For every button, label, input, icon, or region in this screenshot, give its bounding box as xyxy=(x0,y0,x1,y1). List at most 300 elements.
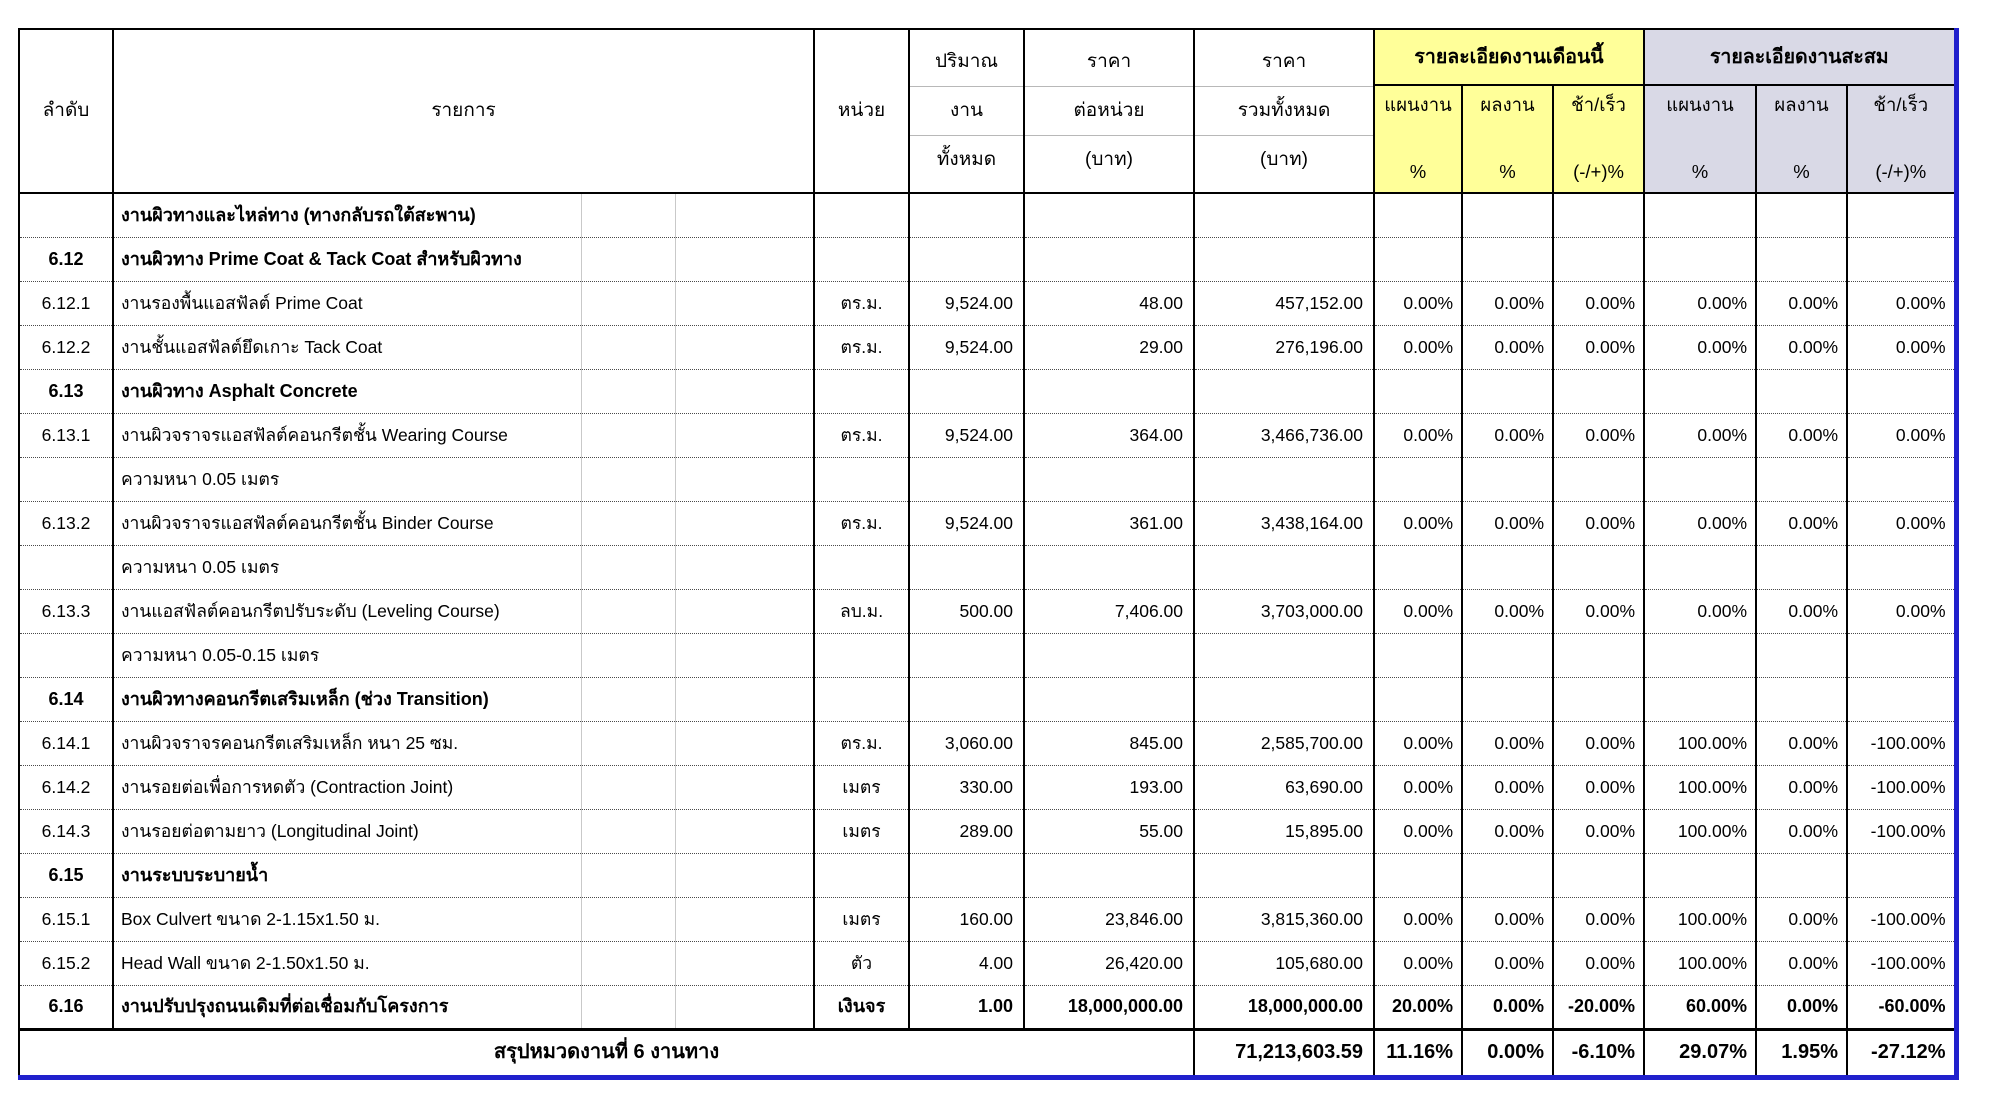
summary-month-diff: -6.10% xyxy=(1553,1029,1644,1077)
row-unit-cell: ตร.ม. xyxy=(814,413,909,457)
row-total-cell: 105,680.00 xyxy=(1194,941,1374,985)
row-cum-diff-cell xyxy=(1847,853,1956,897)
table-body xyxy=(19,193,1956,1029)
row-spacer-cell xyxy=(581,809,675,853)
row-spacer-cell xyxy=(581,677,675,721)
row-month-diff-cell: 0.00% xyxy=(1553,941,1644,985)
row-cum-plan-cell xyxy=(1644,237,1756,281)
row-cum-actual-cell xyxy=(1756,677,1847,721)
row-month-plan-cell: 0.00% xyxy=(1374,281,1462,325)
row-unit-cell: ตร.ม. xyxy=(814,501,909,545)
row-no-cell: 6.13.3 xyxy=(19,589,113,633)
col-header-month-diff xyxy=(1553,85,1644,193)
table-row xyxy=(19,677,1956,721)
row-unit-cell xyxy=(814,457,909,501)
row-month-plan-cell: 0.00% xyxy=(1374,501,1462,545)
row-month-plan-cell xyxy=(1374,853,1462,897)
row-cum-plan-cell: 60.00% xyxy=(1644,985,1756,1029)
row-spacer-cell xyxy=(581,853,675,897)
row-cum-plan-cell xyxy=(1644,677,1756,721)
row-cum-actual-cell xyxy=(1756,853,1847,897)
row-total-cell: 63,690.00 xyxy=(1194,765,1374,809)
row-spacer-cell xyxy=(675,941,814,985)
row-qty-cell xyxy=(909,193,1024,237)
row-spacer-cell xyxy=(581,193,675,237)
row-qty-cell xyxy=(909,853,1024,897)
row-spacer-cell xyxy=(581,897,675,941)
qty-line-3: ทั้งหมด xyxy=(910,135,1023,184)
row-cum-actual-cell: 0.00% xyxy=(1756,325,1847,369)
col-header-month-plan xyxy=(1374,85,1462,193)
month-plan-unit: % xyxy=(1409,160,1427,182)
total-price-line-1: ราคา xyxy=(1261,51,1307,73)
table-row xyxy=(19,369,1956,413)
row-spacer-cell xyxy=(581,545,675,589)
row-no-cell: 6.14.2 xyxy=(19,765,113,809)
row-cum-actual-cell xyxy=(1756,237,1847,281)
cum-plan-unit: % xyxy=(1691,160,1709,182)
row-spacer-cell xyxy=(675,721,814,765)
row-month-actual-cell: 0.00% xyxy=(1462,589,1553,633)
row-month-diff-cell xyxy=(1553,237,1644,281)
row-cum-diff-cell xyxy=(1847,237,1956,281)
row-spacer-cell xyxy=(581,633,675,677)
row-qty-cell: 160.00 xyxy=(909,897,1024,941)
row-unit-price-cell: 18,000,000.00 xyxy=(1024,985,1194,1029)
row-unit-cell xyxy=(814,237,909,281)
row-unit-price-cell: 23,846.00 xyxy=(1024,897,1194,941)
table-row xyxy=(19,589,1956,633)
row-month-plan-cell: 20.00% xyxy=(1374,985,1462,1029)
row-cum-diff-cell xyxy=(1847,545,1956,589)
row-month-plan-cell xyxy=(1374,677,1462,721)
cum-diff-label: ช้า/เร็ว xyxy=(1873,94,1929,115)
row-month-actual-cell xyxy=(1462,633,1553,677)
row-no-cell: 6.12 xyxy=(19,237,113,281)
row-cum-diff-cell: 0.00% xyxy=(1847,413,1956,457)
row-unit-price-cell xyxy=(1024,853,1194,897)
row-month-plan-cell: 0.00% xyxy=(1374,589,1462,633)
col-header-unit-price xyxy=(1024,29,1194,193)
col-header-total-price xyxy=(1194,29,1374,193)
col-header-cum-plan xyxy=(1644,85,1756,193)
row-no-cell: 6.13.1 xyxy=(19,413,113,457)
row-month-diff-cell xyxy=(1553,545,1644,589)
row-month-actual-cell xyxy=(1462,545,1553,589)
row-month-plan-cell: 0.00% xyxy=(1374,809,1462,853)
row-month-plan-cell xyxy=(1374,633,1462,677)
row-month-diff-cell: 0.00% xyxy=(1553,809,1644,853)
row-cum-actual-cell: 0.00% xyxy=(1756,809,1847,853)
row-cum-plan-cell xyxy=(1644,545,1756,589)
row-total-cell xyxy=(1194,633,1374,677)
row-unit-cell: ตร.ม. xyxy=(814,281,909,325)
table-row xyxy=(19,545,1956,589)
row-cum-plan-cell: 0.00% xyxy=(1644,501,1756,545)
month-group-header: รายละเอียดงานเดือนนี้ xyxy=(1374,29,1644,85)
row-no-cell: 6.12.2 xyxy=(19,325,113,369)
row-month-diff-cell xyxy=(1553,457,1644,501)
row-spacer-cell xyxy=(675,501,814,545)
row-total-cell xyxy=(1194,369,1374,413)
row-month-diff-cell: 0.00% xyxy=(1553,325,1644,369)
row-cum-diff-cell xyxy=(1847,457,1956,501)
row-no-cell: 6.14.1 xyxy=(19,721,113,765)
col-header-cum-diff xyxy=(1847,85,1956,193)
table-row xyxy=(19,501,1956,545)
row-unit-price-cell: 7,406.00 xyxy=(1024,589,1194,633)
row-month-diff-cell: 0.00% xyxy=(1553,413,1644,457)
row-cum-plan-cell: 0.00% xyxy=(1644,589,1756,633)
row-cum-diff-cell: -100.00% xyxy=(1847,809,1956,853)
row-unit-price-cell: 193.00 xyxy=(1024,765,1194,809)
row-unit-price-cell: 845.00 xyxy=(1024,721,1194,765)
table-row xyxy=(19,941,1956,985)
cum-plan-label: แผนงาน xyxy=(1666,94,1734,115)
row-cum-diff-cell: 0.00% xyxy=(1847,501,1956,545)
row-desc-cell: Box Culvert ขนาด 2-1.15x1.50 ม. xyxy=(113,897,581,941)
row-cum-diff-cell xyxy=(1847,677,1956,721)
summary-month-actual: 0.00% xyxy=(1462,1029,1553,1077)
row-qty-cell xyxy=(909,369,1024,413)
row-spacer-cell xyxy=(675,545,814,589)
row-month-plan-cell: 0.00% xyxy=(1374,721,1462,765)
row-desc-cell: งานผิวจราจรแอสฟัลต์คอนกรีตชั้น Binder Course xyxy=(113,501,581,545)
row-cum-actual-cell: 0.00% xyxy=(1756,413,1847,457)
table-row xyxy=(19,721,1956,765)
row-spacer-cell xyxy=(581,985,675,1029)
row-qty-cell xyxy=(909,633,1024,677)
row-qty-cell: 1.00 xyxy=(909,985,1024,1029)
row-unit-cell: ลบ.ม. xyxy=(814,589,909,633)
row-cum-actual-cell: 0.00% xyxy=(1756,281,1847,325)
row-cum-actual-cell: 0.00% xyxy=(1756,985,1847,1029)
row-month-diff-cell: 0.00% xyxy=(1553,501,1644,545)
row-desc-cell: ความหนา 0.05-0.15 เมตร xyxy=(113,633,581,677)
row-total-cell xyxy=(1194,237,1374,281)
row-spacer-cell xyxy=(581,589,675,633)
table-row xyxy=(19,633,1956,677)
row-unit-price-cell: 364.00 xyxy=(1024,413,1194,457)
row-total-cell xyxy=(1194,193,1374,237)
row-cum-diff-cell: 0.00% xyxy=(1847,281,1956,325)
row-month-diff-cell xyxy=(1553,633,1644,677)
row-unit-price-cell: 48.00 xyxy=(1024,281,1194,325)
row-qty-cell: 3,060.00 xyxy=(909,721,1024,765)
row-unit-cell: เงินจร xyxy=(814,985,909,1029)
row-cum-plan-cell xyxy=(1644,457,1756,501)
row-month-actual-cell: 0.00% xyxy=(1462,501,1553,545)
table-row xyxy=(19,897,1956,941)
row-spacer-cell xyxy=(675,369,814,413)
table-row xyxy=(19,985,1956,1029)
row-unit-price-cell xyxy=(1024,369,1194,413)
row-cum-plan-cell: 100.00% xyxy=(1644,721,1756,765)
summary-total: 71,213,603.59 xyxy=(1194,1029,1374,1077)
row-month-actual-cell xyxy=(1462,853,1553,897)
row-qty-cell xyxy=(909,545,1024,589)
row-qty-cell xyxy=(909,677,1024,721)
row-desc-cell: งานระบบระบายน้ำ xyxy=(113,853,581,897)
row-month-diff-cell xyxy=(1553,853,1644,897)
month-plan-label: แผนงาน xyxy=(1384,94,1452,115)
unit-price-line-1: ราคา xyxy=(1086,51,1132,73)
row-month-diff-cell: 0.00% xyxy=(1553,897,1644,941)
table-row xyxy=(19,325,1956,369)
col-header-item: รายการ xyxy=(113,29,814,193)
row-no-cell xyxy=(19,633,113,677)
table-row xyxy=(19,853,1956,897)
col-header-month-actual xyxy=(1462,85,1553,193)
row-month-plan-cell xyxy=(1374,237,1462,281)
row-total-cell xyxy=(1194,853,1374,897)
row-no-cell xyxy=(19,545,113,589)
row-spacer-cell xyxy=(675,677,814,721)
row-month-actual-cell: 0.00% xyxy=(1462,765,1553,809)
row-month-diff-cell: 0.00% xyxy=(1553,281,1644,325)
summary-cum-plan: 29.07% xyxy=(1644,1029,1756,1077)
cum-actual-unit: % xyxy=(1793,160,1810,182)
row-cum-diff-cell xyxy=(1847,369,1956,413)
row-spacer-cell xyxy=(581,457,675,501)
unit-price-line-3: (บาท) xyxy=(1025,135,1193,184)
row-spacer-cell xyxy=(581,941,675,985)
row-spacer-cell xyxy=(675,237,814,281)
col-header-no: ลำดับ xyxy=(19,29,113,193)
row-desc-cell: งานผิวทางและไหล่ทาง (ทางกลับรถใต้สะพาน) xyxy=(113,193,581,237)
row-desc-cell: งานผิวทาง Asphalt Concrete xyxy=(113,369,581,413)
row-cum-diff-cell xyxy=(1847,633,1956,677)
row-desc-cell: งานปรับปรุงถนนเดิมที่ต่อเชื่อมกับโครงการ xyxy=(113,985,581,1029)
row-month-actual-cell xyxy=(1462,369,1553,413)
row-cum-actual-cell xyxy=(1756,545,1847,589)
row-qty-cell: 9,524.00 xyxy=(909,281,1024,325)
row-spacer-cell xyxy=(675,985,814,1029)
row-desc-cell: งานผิวทาง Prime Coat & Tack Coat สำหรับผิวทาง xyxy=(113,237,581,281)
table-row xyxy=(19,413,1956,457)
row-cum-actual-cell xyxy=(1756,369,1847,413)
row-qty-cell: 9,524.00 xyxy=(909,325,1024,369)
row-month-plan-cell xyxy=(1374,193,1462,237)
row-no-cell xyxy=(19,457,113,501)
row-unit-cell xyxy=(814,853,909,897)
row-no-cell: 6.15.2 xyxy=(19,941,113,985)
row-no-cell: 6.16 xyxy=(19,985,113,1029)
row-unit-cell: ตร.ม. xyxy=(814,721,909,765)
row-cum-diff-cell: -100.00% xyxy=(1847,941,1956,985)
row-desc-cell: งานรอยต่อตามยาว (Longitudinal Joint) xyxy=(113,809,581,853)
row-month-plan-cell: 0.00% xyxy=(1374,413,1462,457)
row-unit-price-cell xyxy=(1024,677,1194,721)
row-unit-price-cell: 26,420.00 xyxy=(1024,941,1194,985)
row-cum-actual-cell: 0.00% xyxy=(1756,897,1847,941)
row-spacer-cell xyxy=(675,457,814,501)
cumulative-group-header: รายละเอียดงานสะสม xyxy=(1644,29,1956,85)
month-diff-unit: (-/+)% xyxy=(1573,160,1624,182)
row-cum-actual-cell xyxy=(1756,457,1847,501)
row-spacer-cell xyxy=(675,765,814,809)
row-total-cell: 3,438,164.00 xyxy=(1194,501,1374,545)
row-unit-cell: ตร.ม. xyxy=(814,325,909,369)
row-cum-plan-cell: 0.00% xyxy=(1644,413,1756,457)
row-month-diff-cell: 0.00% xyxy=(1553,589,1644,633)
row-spacer-cell xyxy=(581,501,675,545)
row-month-actual-cell xyxy=(1462,677,1553,721)
row-unit-cell xyxy=(814,193,909,237)
row-spacer-cell xyxy=(675,281,814,325)
row-cum-actual-cell xyxy=(1756,633,1847,677)
row-month-plan-cell: 0.00% xyxy=(1374,765,1462,809)
row-unit-cell xyxy=(814,633,909,677)
row-spacer-cell xyxy=(675,193,814,237)
row-month-diff-cell xyxy=(1553,369,1644,413)
row-cum-plan-cell xyxy=(1644,193,1756,237)
qty-line-2: งาน xyxy=(910,86,1023,135)
row-cum-diff-cell: -100.00% xyxy=(1847,897,1956,941)
row-unit-price-cell: 361.00 xyxy=(1024,501,1194,545)
row-month-plan-cell: 0.00% xyxy=(1374,325,1462,369)
row-no-cell: 6.13.2 xyxy=(19,501,113,545)
row-cum-diff-cell: -100.00% xyxy=(1847,721,1956,765)
row-unit-cell xyxy=(814,545,909,589)
row-spacer-cell xyxy=(581,413,675,457)
row-month-plan-cell: 0.00% xyxy=(1374,897,1462,941)
row-no-cell xyxy=(19,193,113,237)
row-unit-price-cell xyxy=(1024,193,1194,237)
row-cum-diff-cell xyxy=(1847,193,1956,237)
row-total-cell: 18,000,000.00 xyxy=(1194,985,1374,1029)
row-qty-cell: 9,524.00 xyxy=(909,501,1024,545)
col-header-cum-actual xyxy=(1756,85,1847,193)
row-cum-plan-cell xyxy=(1644,853,1756,897)
row-cum-plan-cell: 0.00% xyxy=(1644,325,1756,369)
row-month-plan-cell xyxy=(1374,545,1462,589)
row-cum-actual-cell xyxy=(1756,193,1847,237)
col-header-unit: หน่วย xyxy=(814,29,909,193)
row-spacer-cell xyxy=(581,281,675,325)
row-desc-cell: งานผิวทางคอนกรีตเสริมเหล็ก (ช่วง Transition) xyxy=(113,677,581,721)
header-row-groups xyxy=(19,29,1956,85)
row-spacer-cell xyxy=(675,853,814,897)
cum-diff-unit: (-/+)% xyxy=(1875,160,1927,182)
row-total-cell: 3,703,000.00 xyxy=(1194,589,1374,633)
row-month-actual-cell: 0.00% xyxy=(1462,281,1553,325)
row-unit-price-cell xyxy=(1024,237,1194,281)
month-diff-label: ช้า/เร็ว xyxy=(1571,94,1626,115)
row-total-cell: 2,585,700.00 xyxy=(1194,721,1374,765)
row-qty-cell: 9,524.00 xyxy=(909,413,1024,457)
row-qty-cell: 289.00 xyxy=(909,809,1024,853)
table-row xyxy=(19,193,1956,237)
table-row xyxy=(19,809,1956,853)
row-month-diff-cell xyxy=(1553,677,1644,721)
row-total-cell: 3,466,736.00 xyxy=(1194,413,1374,457)
summary-label: สรุปหมวดงานที่ 6 งานทาง xyxy=(19,1029,1194,1077)
boq-table xyxy=(18,28,1959,1080)
table-row xyxy=(19,457,1956,501)
row-desc-cell: ความหนา 0.05 เมตร xyxy=(113,545,581,589)
row-spacer-cell xyxy=(581,237,675,281)
row-unit-cell: เมตร xyxy=(814,765,909,809)
summary-row xyxy=(19,1029,1956,1077)
row-spacer-cell xyxy=(581,325,675,369)
row-month-plan-cell xyxy=(1374,457,1462,501)
row-spacer-cell xyxy=(581,765,675,809)
row-cum-plan-cell xyxy=(1644,633,1756,677)
row-desc-cell: งานแอสฟัลต์คอนกรีตปรับระดับ (Leveling Course) xyxy=(113,589,581,633)
row-cum-actual-cell: 0.00% xyxy=(1756,589,1847,633)
row-no-cell: 6.15 xyxy=(19,853,113,897)
row-spacer-cell xyxy=(675,633,814,677)
summary-cum-actual: 1.95% xyxy=(1756,1029,1847,1077)
cum-actual-label: ผลงาน xyxy=(1774,94,1829,115)
row-month-actual-cell xyxy=(1462,193,1553,237)
row-no-cell: 6.12.1 xyxy=(19,281,113,325)
row-month-actual-cell: 0.00% xyxy=(1462,941,1553,985)
row-spacer-cell xyxy=(675,809,814,853)
row-unit-cell: เมตร xyxy=(814,897,909,941)
row-spacer-cell xyxy=(581,369,675,413)
row-unit-price-cell: 55.00 xyxy=(1024,809,1194,853)
row-qty-cell: 330.00 xyxy=(909,765,1024,809)
row-total-cell: 276,196.00 xyxy=(1194,325,1374,369)
table-row xyxy=(19,281,1956,325)
row-month-diff-cell: 0.00% xyxy=(1553,721,1644,765)
row-total-cell xyxy=(1194,545,1374,589)
row-no-cell: 6.14 xyxy=(19,677,113,721)
row-cum-actual-cell: 0.00% xyxy=(1756,765,1847,809)
row-month-diff-cell: -20.00% xyxy=(1553,985,1644,1029)
qty-line-1: ปริมาณ xyxy=(934,51,999,73)
row-total-cell: 15,895.00 xyxy=(1194,809,1374,853)
month-actual-unit: % xyxy=(1499,160,1516,182)
row-qty-cell: 4.00 xyxy=(909,941,1024,985)
row-cum-plan-cell: 100.00% xyxy=(1644,809,1756,853)
row-desc-cell: งานผิวจราจรแอสฟัลต์คอนกรีตชั้น Wearing Course xyxy=(113,413,581,457)
row-desc-cell: Head Wall ขนาด 2-1.50x1.50 ม. xyxy=(113,941,581,985)
row-total-cell: 3,815,360.00 xyxy=(1194,897,1374,941)
total-price-line-2: รวมทั้งหมด xyxy=(1195,86,1373,135)
row-month-actual-cell xyxy=(1462,457,1553,501)
row-cum-actual-cell: 0.00% xyxy=(1756,501,1847,545)
row-spacer-cell xyxy=(675,413,814,457)
table-row xyxy=(19,237,1956,281)
row-spacer-cell xyxy=(675,589,814,633)
row-month-plan-cell: 0.00% xyxy=(1374,941,1462,985)
row-month-actual-cell: 0.00% xyxy=(1462,985,1553,1029)
row-month-actual-cell: 0.00% xyxy=(1462,413,1553,457)
row-spacer-cell xyxy=(675,897,814,941)
row-unit-cell: เมตร xyxy=(814,809,909,853)
row-no-cell: 6.14.3 xyxy=(19,809,113,853)
row-qty-cell xyxy=(909,237,1024,281)
row-unit-price-cell xyxy=(1024,457,1194,501)
row-unit-cell: ตัว xyxy=(814,941,909,985)
row-cum-diff-cell: -100.00% xyxy=(1847,765,1956,809)
row-month-diff-cell xyxy=(1553,193,1644,237)
table-row xyxy=(19,765,1956,809)
unit-price-line-2: ต่อหน่วย xyxy=(1025,86,1193,135)
row-cum-plan-cell: 100.00% xyxy=(1644,765,1756,809)
row-spacer-cell xyxy=(675,325,814,369)
row-cum-diff-cell: -60.00% xyxy=(1847,985,1956,1029)
row-desc-cell: งานรองพื้นแอสฟัลต์ Prime Coat xyxy=(113,281,581,325)
row-qty-cell xyxy=(909,457,1024,501)
row-month-actual-cell: 0.00% xyxy=(1462,325,1553,369)
row-unit-price-cell xyxy=(1024,545,1194,589)
row-unit-price-cell: 29.00 xyxy=(1024,325,1194,369)
row-cum-actual-cell: 0.00% xyxy=(1756,721,1847,765)
